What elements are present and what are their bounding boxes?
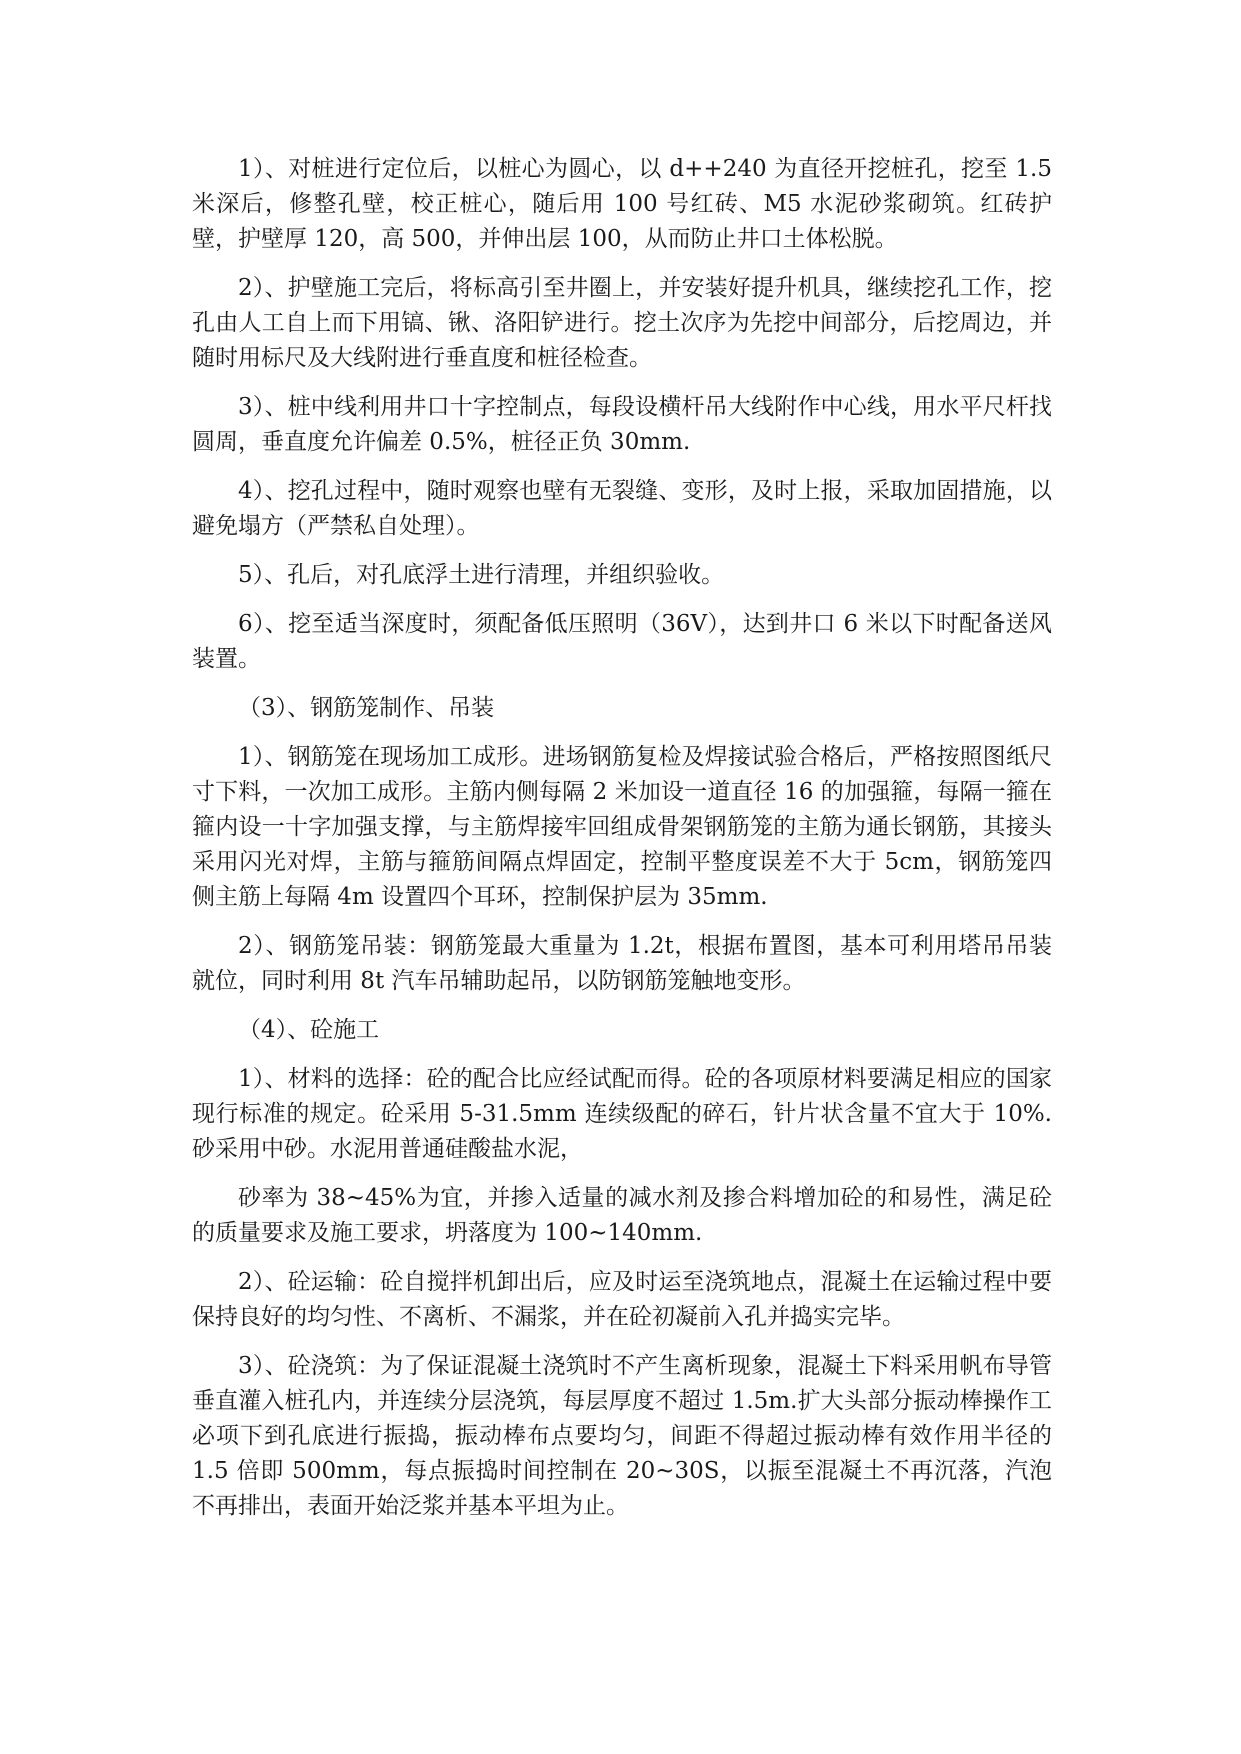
paragraph-step-4: 4）、挖孔过程中，随时观察也壁有无裂缝、变形，及时上报，采取加固措施，以避免塌方（严禁私自处理）。 <box>192 478 1052 539</box>
paragraph-concrete-pouring: 3）、砼浇筑：为了保证混凝土浇筑时不产生离析现象，混凝土下料采用帆布导管垂直灌入桩孔内，并连续分层浇筑，每层厚度不超过 1.5m.扩大头部分振动棒操作工必项下到孔底进行振捣，振动棒布点要均匀，间距不得超过振动棒有效作用半径的 1.5 倍即 500mm，每点振捣时间控制在 20~30S，以振至混凝土不再沉落，汽泡不再排出，表面开始泛浆并基本平坦为止。 <box>192 1353 1052 1519</box>
paragraph-rebar-hoisting: 2）、钢筋笼吊装：钢筋笼最大重量为 1.2t，根据布置图，基本可利用塔吊吊装就位，同时利用 8t 汽车吊辅助起吊，以防钢筋笼触地变形。 <box>192 933 1052 994</box>
paragraph-step-2: 2）、护壁施工完后，将标高引至井圈上，并安装好提升机具，继续挖孔工作，挖孔由人工自上而下用镐、锹、洛阳铲进行。挖土次序为先挖中间部分，后挖周边，并随时用标尺及大线附进行垂直度和桩径检查。 <box>192 275 1052 371</box>
paragraph-sand-ratio: 砂率为 38~45%为宜，并掺入适量的减水剂及掺合料增加砼的和易性，满足砼的质量要求及施工要求，坍落度为 100~140mm. <box>192 1185 1052 1246</box>
paragraph-material-selection: 1）、材料的选择：砼的配合比应经试配而得。砼的各项原材料要满足相应的国家现行标准的规定。砼采用 5-31.5mm 连续级配的碎石，针片状含量不宜大于 10%.砂采用中砂。水泥用普通硅酸盐水泥， <box>192 1066 1052 1162</box>
paragraph-step-1: 1）、对桩进行定位后，以桩心为圆心，以 d++240 为直径开挖桩孔，挖至 1.5 米深后，修整孔壁，校正桩心，随后用 100 号红砖、M5 水泥砂浆砌筑。红砖护壁，护壁厚 120，高 500，并伸出层 100，从而防止井口土体松脱。 <box>192 156 1052 252</box>
paragraph-concrete-transport: 2）、砼运输：砼自搅拌机卸出后，应及时运至浇筑地点，混凝土在运输过程中要保持良好的均匀性、不离析、不漏浆，并在砼初凝前入孔并捣实完毕。 <box>192 1269 1052 1330</box>
section-heading-rebar-cage: （3）、钢筋笼制作、吊装 <box>238 695 495 721</box>
paragraph-step-6: 6）、挖至适当深度时，须配备低压照明（36V），达到井口 6 米以下时配备送风装置。 <box>192 611 1052 672</box>
section-heading-concrete: （4）、砼施工 <box>238 1017 380 1043</box>
paragraph-step-5: 5）、孔后，对孔底浮土进行清理，并组织验收。 <box>238 562 725 588</box>
document-body <box>192 152 1052 1538</box>
paragraph-step-3: 3）、桩中线利用井口十字控制点，每段设横杆吊大线附作中心线，用水平尺杆找圆周，垂直度允许偏差 0.5%，桩径正负 30mm. <box>192 394 1052 455</box>
paragraph-rebar-fabrication: 1）、钢筋笼在现场加工成形。进场钢筋复检及焊接试验合格后，严格按照图纸尺寸下料，一次加工成形。主筋内侧每隔 2 米加设一道直径 16 的加强箍，每隔一箍在箍内设一十字加强支撑，与主筋焊接牢回组成骨架钢筋笼的主筋为通长钢筋，其接头采用闪光对焊，主筋与箍筋间隔点焊固定，控制平整度误差不大于 5cm，钢筋笼四侧主筋上每隔 4m 设置四个耳环，控制保护层为 35mm. <box>192 744 1052 910</box>
